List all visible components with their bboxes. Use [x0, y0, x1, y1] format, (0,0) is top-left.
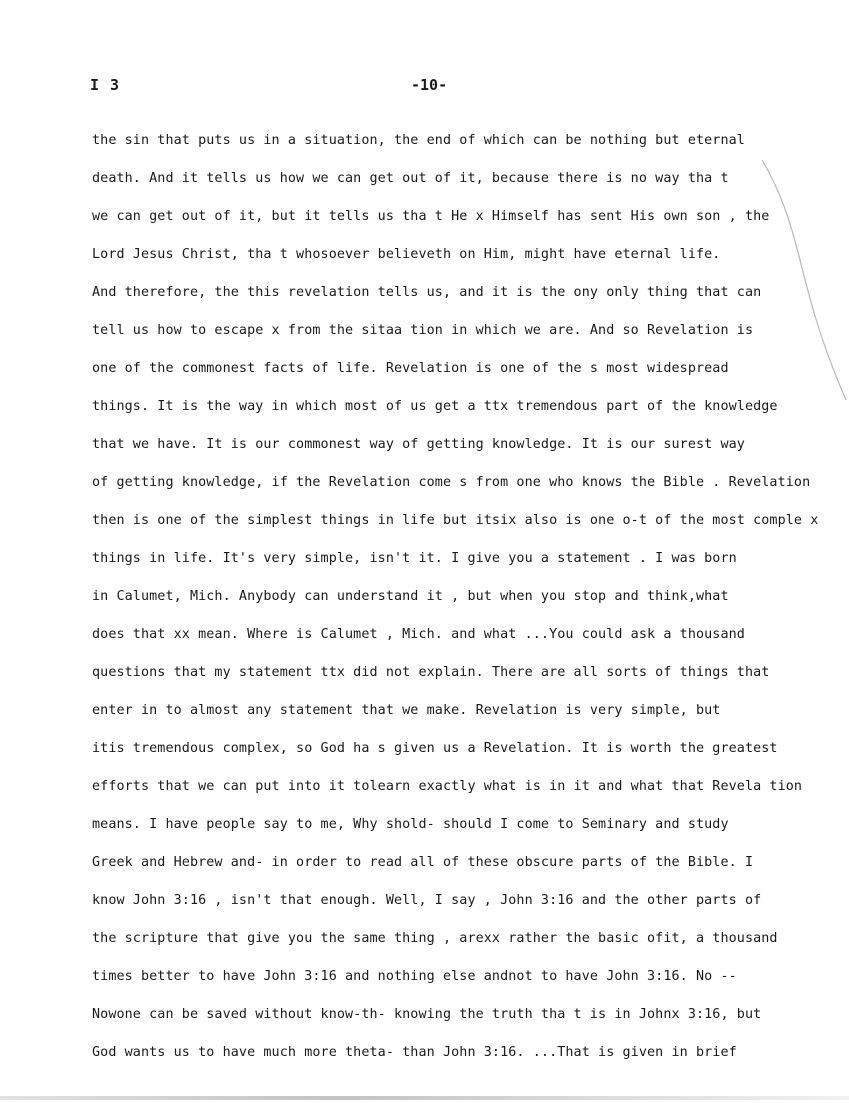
body-text	[92, 122, 837, 1072]
text-line: itis tremendous complex, so God ha s given us a Revelation. It is worth the greatest	[92, 741, 778, 756]
text-line: Greek and Hebrew and- in order to read all of these obscure parts of the Bible. I	[92, 855, 754, 870]
text-line: we can get out of it, but it tells us tha t He x Himself has sent His own son , the	[92, 209, 770, 224]
text-line: one of the commonest facts of life. Revelation is one of the s most widespread	[92, 361, 729, 376]
section-label: I 3	[90, 76, 121, 94]
text-line: things. It is the way in which most of us get a ttx tremendous part of the knowledge	[92, 399, 778, 414]
text-line: know John 3:16 , isn't that enough. Well, I say , John 3:16 and the other parts of	[92, 893, 762, 908]
text-line: questions that my statement ttx did not explain. There are all sorts of things that	[92, 665, 770, 680]
text-line: efforts that we can put into it tolearn exactly what is in it and what that Revela tion	[92, 779, 803, 794]
text-line: tell us how to escape x from the sitaa tion in which we are. And so Revelation is	[92, 323, 754, 338]
text-line: the sin that puts us in a situation, the end of which can be nothing but eternal	[92, 133, 745, 148]
text-line: times better to have John 3:16 and nothing else andnot to have John 3:16. No --	[92, 969, 737, 984]
text-line: Nowone can be saved without know-th- knowing the truth tha t is in Johnx 3:16, but	[92, 1007, 762, 1022]
scan-edge	[0, 1096, 849, 1100]
text-line: means. I have people say to me, Why shold- should I come to Seminary and study	[92, 817, 729, 832]
text-line: of getting knowledge, if the Revelation come s from one who knows the Bible . Revelation	[92, 475, 811, 490]
text-line: in Calumet, Mich. Anybody can understand it , but when you stop and think,what	[92, 589, 729, 604]
text-line: Lord Jesus Christ, tha t whosoever believeth on Him, might have eternal life.	[92, 247, 721, 262]
page-number: -10-	[411, 76, 448, 94]
text-line: does that xx mean. Where is Calumet , Mich. and what ...You could ask a thousand	[92, 627, 745, 642]
text-line: And therefore, the this revelation tells us, and it is the ony only thing that can	[92, 285, 762, 300]
text-line: things in life. It's very simple, isn't it. I give you a statement . I was born	[92, 551, 737, 566]
text-line: the scripture that give you the same thing , arexx rather the basic ofit, a thousand	[92, 931, 778, 946]
text-line: God wants us to have much more theta- than John 3:16. ...That is given in brief	[92, 1045, 737, 1060]
text-line: then is one of the simplest things in life but itsix also is one o-t of the most comple x	[92, 513, 819, 528]
text-line: enter in to almost any statement that we make. Revelation is very simple, but	[92, 703, 721, 718]
text-line: that we have. It is our commonest way of getting knowledge. It is our surest way	[92, 437, 745, 452]
text-line: death. And it tells us how we can get out of it, because there is no way tha t	[92, 171, 729, 186]
